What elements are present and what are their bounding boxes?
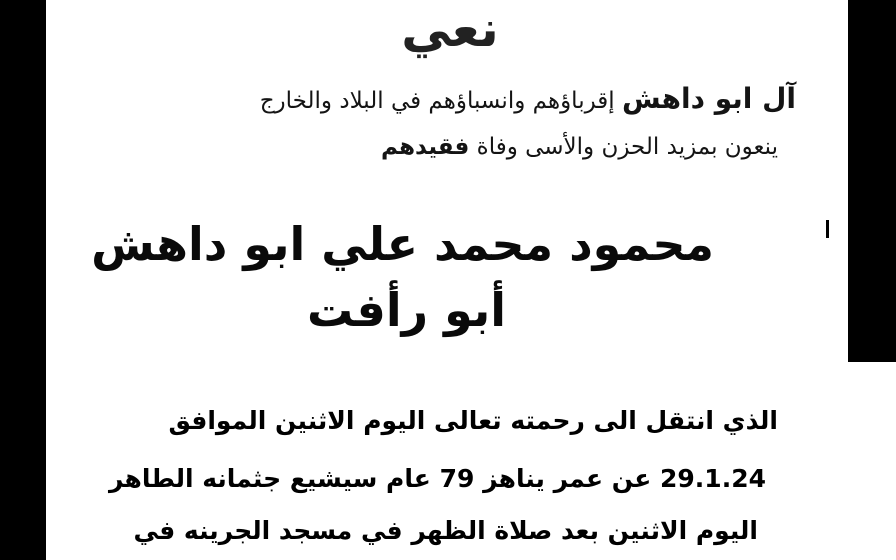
body-line-3: اليوم الاثنين بعد صلاة الظهر في مسجد الجرينه في [133, 516, 758, 545]
deceased-nickname: أبو رأفت [307, 283, 506, 337]
mourning-text: ينعون بمزيد الحزن والأسى وفاة [476, 134, 778, 160]
notice-headline: نعي [401, 0, 499, 58]
frame-border-gap [838, 362, 896, 560]
deceased-name: محمود محمد علي ابو داهش [91, 217, 714, 271]
body-line-2: 29.1.24 عن عمر يناهز 79 عام سيشيع جثمانه الطاهر [108, 464, 766, 493]
body-line-1: الذي انتقل الى رحمته تعالى اليوم الاثنين الموافق [168, 406, 778, 435]
mourning-line [381, 130, 778, 164]
family-name: آل ابو داهش [621, 82, 796, 115]
family-relatives: إقرباؤهم وانسباؤهم في البلاد والخارج [259, 88, 615, 114]
deceased-word: فقيدهم [381, 134, 470, 160]
frame-mark [826, 220, 829, 238]
family-line [260, 82, 796, 118]
frame-border-left [0, 0, 46, 560]
